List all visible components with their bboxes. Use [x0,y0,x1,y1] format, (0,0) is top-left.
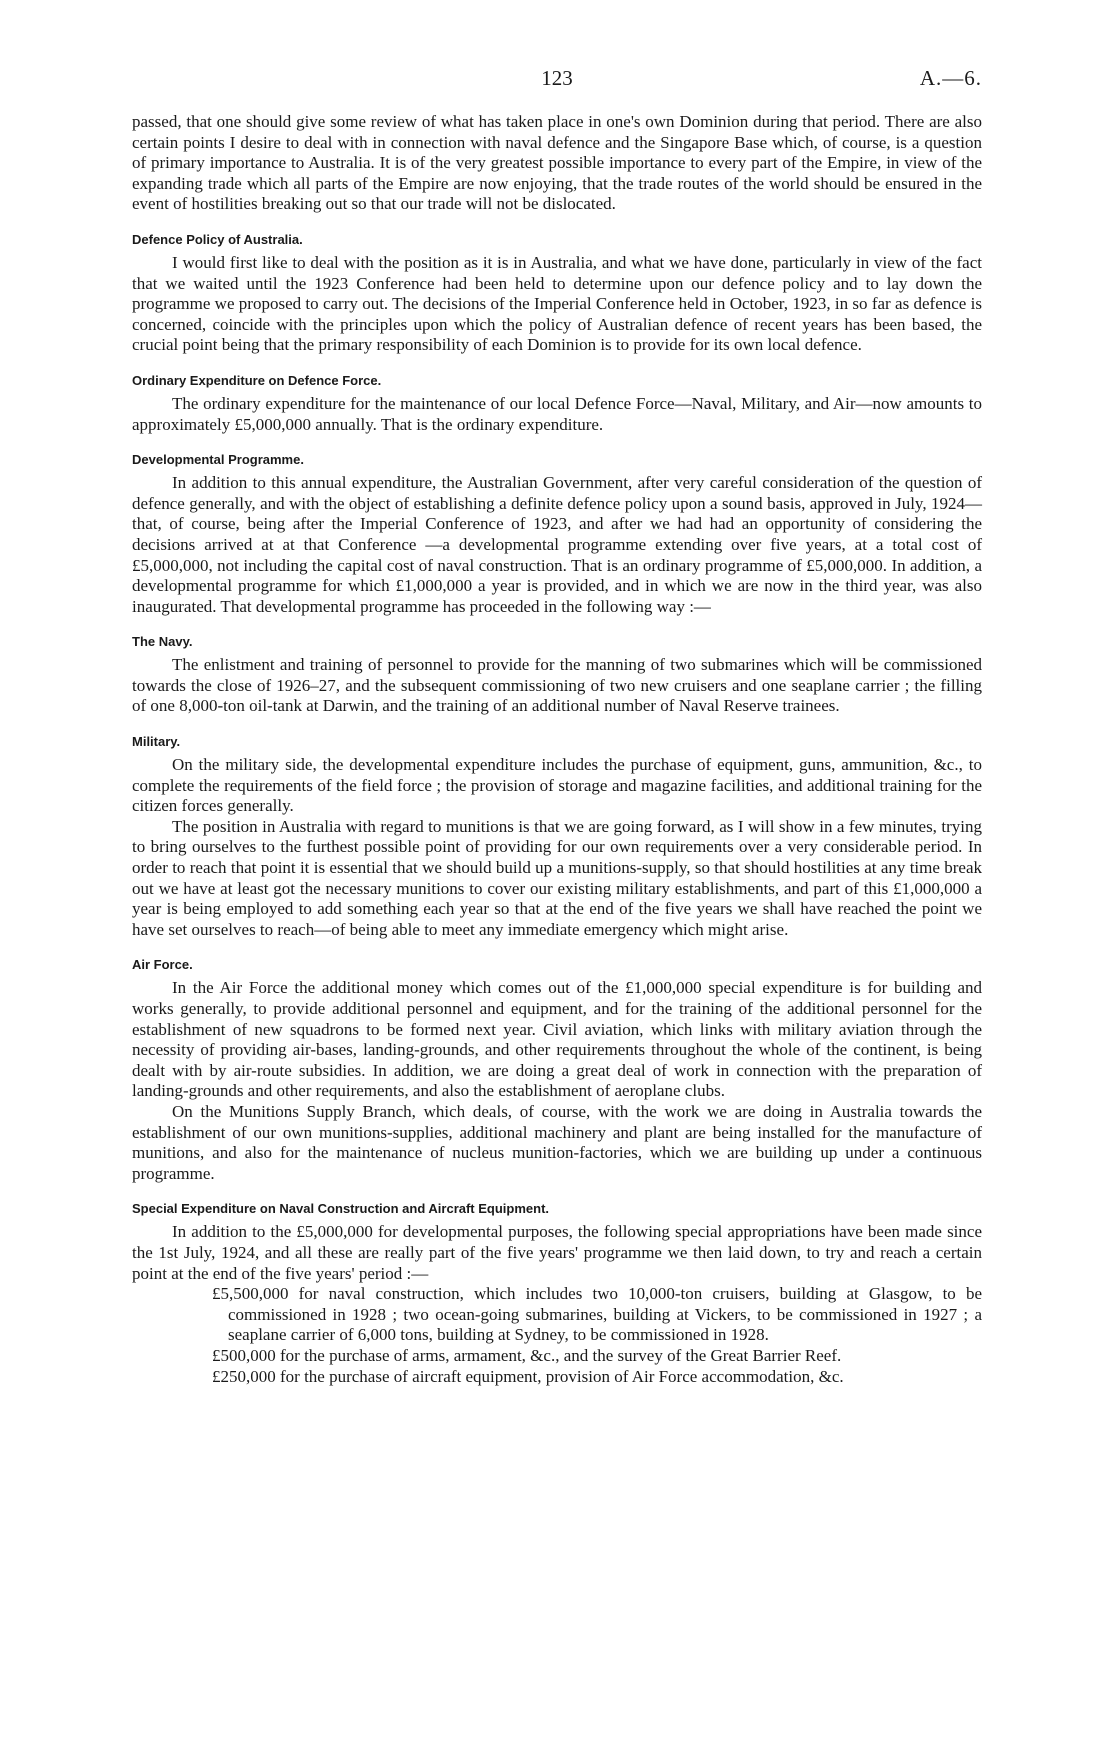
list-item: £250,000 for the purchase of aircraft equipment, provision of Air Force accommodation, &c. [212,1366,844,1386]
body-paragraph: On the military side, the developmental expenditure includes the purchase of equipment, guns, ammunition, &c., to complete the requirements of the field force ; the provision of storage and magazine facilities, and additional training for the citizen forces generally. [132,755,982,816]
section-heading: Developmental Programme. [132,452,304,468]
page-header [132,68,982,112]
section-air-force [132,956,982,1184]
body-paragraph: The enlistment and training of personnel to provide for the manning of two submarines which will be commissioned towards the close of 1926–27, and the subsequent commissioning of two new cruisers and one seaplane carrier ; the filling of one 8,000-ton oil-tank at Darwin, and the training of an additional number of Naval Reserve trainees. [132,655,982,716]
page-number: 123 [541,66,573,90]
section-heading: The Navy. [132,634,193,650]
section-ordinary-expenditure [132,372,982,435]
body-paragraph: In the Air Force the additional money which comes out of the £1,000,000 special expenditure is for building and works generally, to provide additional personnel and equipment, and for the training of the additional personnel for the establishment of new squadrons to be formed next year. Civil aviation, which links with military aviation through the necessity of providing air-bases, landing-grounds, and other requirements throughout the whole of the continent, is being dealt with by air-route subsidies. In addition, we are doing a great deal of work in connection with the preparation of landing-grounds and other requirements, and also the establishment of aeroplane clubs. [132,978,982,1101]
section-heading: Military. [132,734,181,750]
section-special-expenditure [132,1200,982,1387]
list-item: £5,500,000 for naval construction, which includes two 10,000-ton cruisers, building at Glasgow, to be commissioned in 1928 ; two ocean-going submarines, building at Vickers, to be commissioned in 1927 ; a seaplane carrier of 6,000 tons, building at Sydney, to be commissioned in 1928. [212,1284,982,1345]
body-paragraph: In addition to the £5,000,000 for developmental purposes, the following special appropriations have been made since the 1st July, 1924, and all these are really part of the five years' programme we then laid down, to try and reach a certain point at the end of the five years' period :— [132,1222,982,1283]
section-military [132,733,982,940]
section-heading: Air Force. [132,957,193,973]
intro-paragraph: passed, that one should give some review of what has taken place in one's own Dominion during that period. There are also certain points I desire to deal with in connection with naval defence and the Singapore Base which, of course, is a question of primary importance to Australia. It is of the very greatest possible importance to every part of the Empire, in view of the expanding trade which all parts of the Empire are now enjoying, that the trade routes of the world should be ensured in the event of hostilities breaking out so that our trade will not be dislocated. [132,112,982,214]
body-paragraph: In addition to this annual expenditure, the Australian Government, after very careful consideration of the question of defence generally, and with the object of establishing a definite defence policy upon a sound basis, approved in July, 1924—that, of course, being after the Imperial Conference of 1923, and after we had had an opportunity of considering the decisions arrived at at that Conference —a developmental programme extending over five years, at a total cost of £5,000,000, not including the capital cost of naval construction. That is an ordinary programme of £5,000,000. In addition, a developmental programme for which £1,000,000 a year is provided, and in which we are now in the third year, was also inaugurated. That developmental programme has proceeded in the following way :— [132,473,982,616]
section-heading: Special Expenditure on Naval Construction and Aircraft Equipment. [132,1201,550,1217]
section-heading: Ordinary Expenditure on Defence Force. [132,372,382,388]
section-navy [132,633,982,717]
body-paragraph: The ordinary expenditure for the maintenance of our local Defence Force—Naval, Military, and Air—now amounts to approximately £5,000,000 annually. That is the ordinary expenditure. [132,393,982,434]
section-heading: Defence Policy of Australia. [132,231,303,247]
body-paragraph: I would first like to deal with the position as it is in Australia, and what we have done, particularly in view of the fact that we waited until the 1923 Conference had been held to determine upon our defence policy and to lay down the programme we proposed to carry out. The decisions of the Imperial Conference held in October, 1923, in so far as defence is concerned, coincide with the principles upon which the policy of Australian defence of recent years has been based, the crucial point being that the primary responsibility of each Dominion is to provide for its own local defence. [132,252,982,355]
list-item: £500,000 for the purchase of arms, armament, &c., and the survey of the Great Barrier Reef. [212,1345,842,1365]
section-defence-policy [132,231,982,356]
body-paragraph: On the Munitions Supply Branch, which deals, of course, with the work we are doing in Australia towards the establishment of our own munitions-supplies, additional machinery and plant are being installed for the manufacture of munitions, and also for the maintenance of nucleus munition-factories, which we are building up under a continuous programme. [132,1101,982,1183]
appropriations-list [212,1284,982,1387]
document-reference: A.—6. [919,66,982,90]
body-paragraph: The position in Australia with regard to munitions is that we are going forward, as I will show in a few minutes, trying to bring ourselves to the furthest possible point of providing for our own requirements over a very considerable period. In order to reach that point it is essential that we should build up a munitions-supply, so that should hostilities at any time break out we have at least got the necessary munitions to cover our existing military establishments, and part of this £1,000,000 a year is being employed to add something each year so that at the end of the five years we shall have reached the point we have set ourselves to reach—of being able to meet any immediate emergency which might arise. [132,816,982,939]
section-developmental-programme [132,451,982,617]
